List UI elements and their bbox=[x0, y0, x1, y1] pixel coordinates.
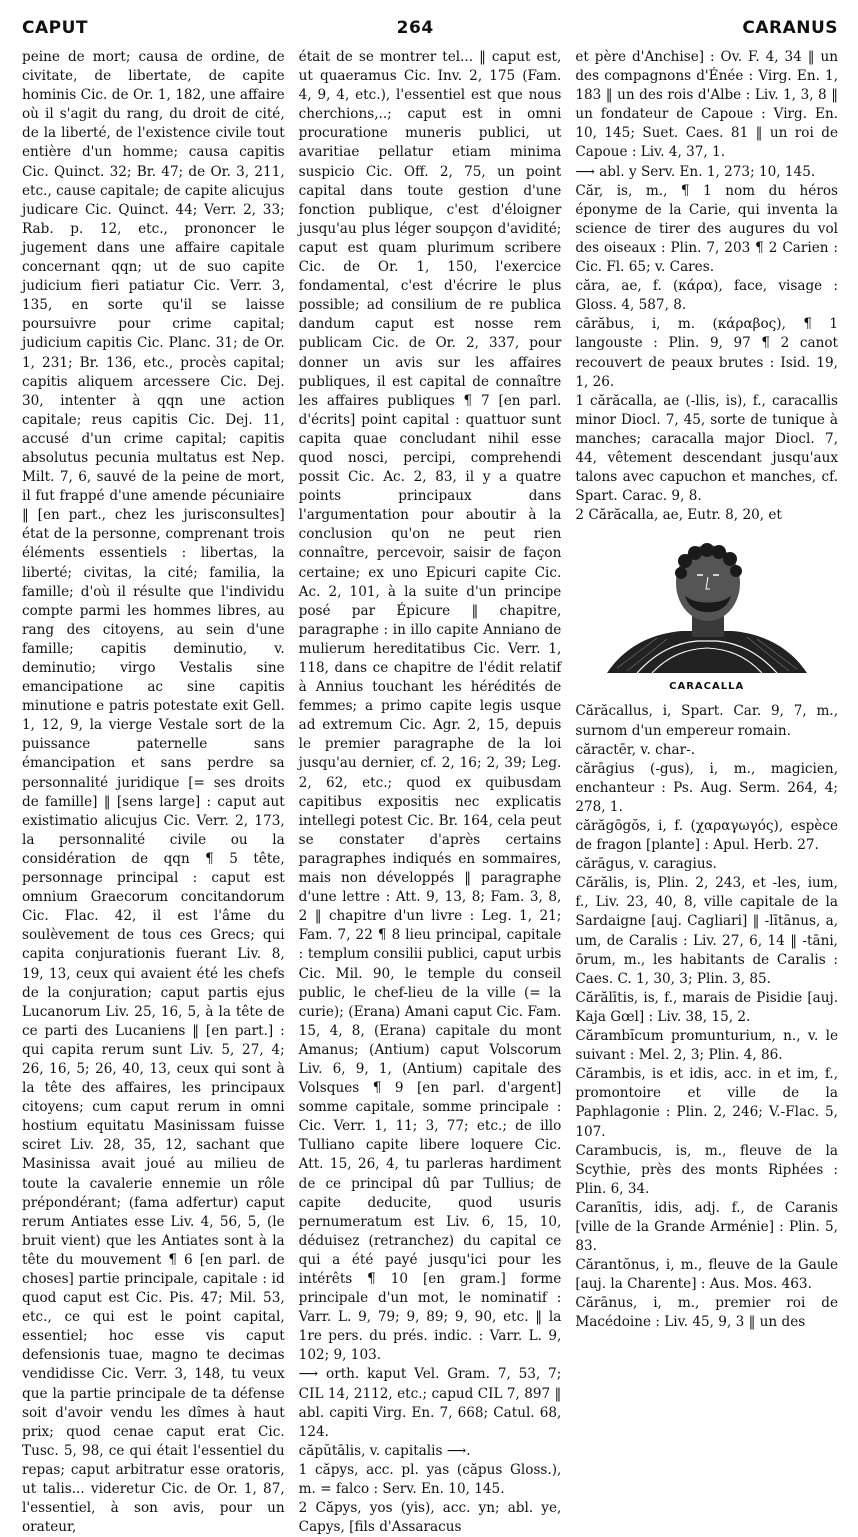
page-number: 264 bbox=[396, 18, 434, 38]
entry-carambis: Cărambis, is et idis, acc. in et im, f., promontoire et ville de la Paphlagonie : Plin. 2, 246; V.-Flac. 5, 107. bbox=[575, 1066, 839, 1140]
entry-carambicum: Cărambĭcum promunturium, n., v. le suivant : Mel. 2, 3; Plin. 4, 86. bbox=[575, 1028, 839, 1064]
entry-car: Căr, is, m., ¶ 1 nom du héros éponyme de la Carie, qui inventa la science de tirer des augures du vol des oiseaux : Plin. 7, 203 ¶ 2 Carien : Cic. Fl. 65; v. Cares. bbox=[575, 182, 839, 276]
column-2 bbox=[298, 48, 562, 1536]
column-3 bbox=[575, 48, 838, 1352]
entry-caragus: cărāgus, v. caragius. bbox=[575, 856, 717, 873]
entry-capys-1: 1 căpys, acc. pl. yas (căpus Gloss.), m. = falco : Serv. En. 10, 145. bbox=[298, 1461, 562, 1498]
figure-caption: CARACALLA bbox=[669, 681, 745, 693]
entry-capys-continued: et père d'Anchise] : Ov. F. 4, 34 ‖ un des compagnons d'Énée : Virg. En. 1, 183 ‖ un des rois d'Albe : Liv. 1, 3, 8 ‖ un fondateur de Capoue : Virg. En. 10, 145; Suet. Caes. 81 ‖ un roi de Capoue : Liv. 4, 37, 1. bbox=[575, 49, 839, 161]
entry-caralis: Cărălis, is, Plin. 2, 243, et -les, ium, f., Liv. 23, 40, 8, ville capitale de la Sardaigne [auj. Cagliari] ‖ -lītānus, a, um, de Caralis : Liv. 27, 6, 14 ‖ -tāni, ōrum, m., les habitants de Caralis : Caes. C. 1, 30, 3; Plin. 3, 85. bbox=[575, 875, 839, 987]
entry-caput-continued: peine de mort; causa de ordine, de civitate, de libertate, de capite hominis Cic. de Or. 1, 182, une affaire où il s'agit du rang, du droit de cité, de la liberté, de l'existence civile tout entière d'un homme; causa capitis Cic. Quinct. 32; Br. 47; de Or. 3, 211, etc., cause capitale; de capite alicujus judicare Cic. Quinct. 44; Verr. 2, 33; Rab. p. 12, etc., prononcer le jugement dans une affaire capitale concernant qqn; ut de suo capite judicium fieri patiatur Cic. Verr. 3, 135, en sorte qu'il se laisse poursuivre pour crime capital; judicium capitis Cic. Planc. 31; de Or. 1, 231; Br. 136, etc., procès capital; capitis aliquem arcessere Cic. Dej. 30, intenter à qqn une action capitale; reus capitis Cic. Dej. 11, accusé d'un crime capital; capitis absolutus pecunia multatus est Nep. Milt. 7, 6, sauvé de la peine de mort, il fut frappé d'une amende pécuniaire ‖ [en part., chez les jurisconsultes] état de la personne, comprenant trois éléments essentiels : libertas, la liberté; civitas, la cité; familia, la famille; d'où il résulte que l'individu compte parmi les hommes libres, au rang des citoyens, au sein d'une famille; capitis deminutio, v. deminutio; virgo Vestalis sine emancipatione ac sine capitis minutione e patris potestate exit Gell. 1, 12, 9, la vierge Vestale sort de la puissance paternelle sans émancipation et sans perdre sa personnalité juridique [= ses droits de famille] ‖ [sens large] : caput aut existimatio alicujus Cic. Verr. 2, 173, la personnalité civile ou la considération de qqn ¶ 5 tête, personnage principal : caput est omnium Graecorum concitandorum Cic. Flac. 42, il est l'âme du soulèvement de tous ces Grecs; qui capita conjurationis fuerant Liv. 8, 19, 13, ceux qui avaient été les chefs de la conjuration; caput partis ejus Lucanorum Liv. 25, 16, 5, à la tête de ce parti des Lucaniens ‖ [en part.] : qui capita rerum sunt Liv. 5, 27, 4; 26, 16, 5; 26, 40, 13, ceux qui sont à la tête des affaires, les principaux citoyens; cum caput rerum in omni hostium equitatu Masinissam fuisse sciret Liv. 28, 35, 12, sachant que Masinissa avait joué au milieu de toute la cavalerie ennemie un rôle prépondérant; (fama adfertur) caput rerum Antiates esse Liv. 4, 56, 5, (le bruit vient) que les Antiates sont à la tête du mouvement ¶ 6 [en parl. de choses] partie principale, capitale : id quod caput est Cic. Pis. 47; Mil. 53, etc., ce qui est le point capital, essentiel; hoc esse vis caput defensionis tuae, magno te decimas vendidisse Cic. Verr. 3, 148, tu veux que la partie principale de ta défense soit d'avoir vendu les dîmes à haut prix; quod cenae caput erat Cic. Tusc. 5, 98, ce qui était l'essentiel du repas; caput arbitratur esse oratoris, ut talis... videretur Cic. de Or. 1, 87, l'essentiel, à son avis, pour un orateur, bbox=[22, 49, 285, 1536]
entry-caragogos: cărăgōgŏs, i, f. (χαραγωγός), espèce de fragon [plante] : Apul. Herb. 27. bbox=[575, 818, 839, 854]
entry-caralitis: Cărălītis, is, f., marais de Pisidie [auj. Kaja Gœl] : Liv. 38, 15, 2. bbox=[575, 989, 839, 1025]
entry-carabus: cārăbus, i, m. (κάραβος), ¶ 1 langouste : Plin. 9, 97 ¶ 2 canot recouvert de peaux brutes : Isid. 19, 1, 26. bbox=[575, 316, 839, 390]
entry-caput-continued-2: était de se montrer tel... ‖ caput est, ut quaeramus Cic. Inv. 2, 175 (Fam. 4, 9, 4, etc.), l'essentiel est que nous cherchions,..; caput est in omni procuratione muneris publici, ut avaritiae pellatur etiam minima suspicio Cic. Off. 2, 75, un point capital dans toute gestion d'une fonction publique, c'est d'éloigner jusqu'au plus léger soupçon d'avidité; caput est quam plurimum scribere Cic. de Or. 1, 150, l'exercice fondamental, c'est d'écrire le plus possible; ad consilium de re publica dandum caput est nosse rem publicam Cic. de Or. 2, 337, pour donner un avis sur les affaires publiques, il est capital de connaître les affaires publiques ¶ 7 [en parl. d'écrits] point capital : quattuor sunt capita quae concludant nihil esse quod nosci, percipi, comprehendi possit Cic. Ac. 2, 83, il y a quatre points principaux dans l'argumentation pour aboutir à la conclusion qu'on ne peut rien connaître, percevoir, saisir de façon certaine; ex uno Epicuri capite Cic. Ac. 2, 101, à la suite d'un principe posé par Épicure ‖ chapitre, paragraphe : in illo capite Anniano de mulierum hereditatibus Cic. Verr. 1, 118, dans ce chapitre de l'édit relatif à Annius touchant les hérédités de femmes; a primo capite legis usque ad extremum Cic. Agr. 2, 15, depuis le premier paragraphe de la loi jusqu'au dernier, cf. 2, 16; 2, 39; Leg. 2, 62, etc.; quod ex quibusdam capitibus expositis nec explicatis intellegi potest Cic. Br. 164, cela peut se constater d'après certains paragraphes indiqués en sommaires, mais non développés ‖ paragraphe d'une lettre : Att. 9, 13, 8; Fam. 3, 8, 2 ‖ chapitre d'un livre : Leg. 1, 21; Fam. 7, 22 ¶ 8 lieu principal, capitale : templum consilii publici, caput urbis Cic. Mil. 90, le temple du conseil public, le chef-lieu de la ville (= la curie); (Erana) Amani caput Cic. Fam. 15, 4, 8, (Erana) capitale du mont Amanus; (Antium) caput Volscorum Liv. 6, 9, 1, (Antium) capitale des Volsques ¶ 9 [en parl. d'argent] somme capitale, somme principale : Cic. Verr. 1, 11; 3, 77; etc.; de illo Tulliano capite libere loquere Cic. Att. 15, 26, 4, tu parleras hardiment de ce principal dû par Tullius; de capite deducite, quod usuris pernumeratum est Liv. 6, 15, 10, déduisez (retranchez) du capital ce qui a été payé jusqu'ici pour les intérêts ¶ 10 [en gram.] forme principale d'un mot, le nominatif : Varr. L. 9, 79; 9, 89; 9, 90, etc. ‖ la 1re pers. du prés. indic. : Varr. L. 9, 102; 9, 103. bbox=[298, 49, 562, 1364]
entry-capitalis: căpŭtālis, v. capitalis ⟶. bbox=[298, 1442, 471, 1459]
caracalla-bust-illustration bbox=[597, 533, 817, 673]
entry-caracter: căractēr, v. char-. bbox=[575, 741, 696, 758]
entry-caracallus: Cărăcallus, i, Spart. Car. 9, 7, m., surnom d'un empereur romain. bbox=[575, 703, 839, 739]
entry-capys-abl: ⟶ abl. y Serv. En. 1, 273; 10, 145. bbox=[575, 163, 816, 180]
entry-caracalla-1: 1 cărăcalla, ae (-llis, is), f., caracallis minor Diocl. 7, 45, sorte de tunique à manches; caracalla major Diocl. 7, 44, vêtement descendant jusqu'aux talons avec capuchon et manches, cf. Spart. Carac. 9, 8. bbox=[575, 392, 839, 505]
running-head-left: CAPUT bbox=[22, 18, 88, 38]
caracalla-figure bbox=[575, 533, 838, 696]
entry-caput-orth: ⟶ orth. kaput Vel. Gram. 7, 53, 7; CIL 14, 2112, etc.; capud CIL 7, 897 ‖ abl. capiti Virg. En. 7, 668; Catul. 68, 124. bbox=[298, 1366, 562, 1440]
entry-caragius: cărāgius (-gus), i, m., magicien, enchanteur : Ps. Aug. Serm. 264, 4; 278, 1. bbox=[575, 760, 839, 815]
entry-carambucis: Carambucis, is, m., fleuve de la Scythie, près des monts Riphées : Plin. 6, 34. bbox=[575, 1142, 839, 1197]
entry-cara: căra, ae, f. (κάρα), face, visage : Gloss. 4, 587, 8. bbox=[575, 278, 839, 314]
entry-caranitis: Caranītis, idis, adj. f., de Caranis [ville de la Grande Arménie] : Plin. 5, 83. bbox=[575, 1199, 839, 1255]
entry-caracalla-2: 2 Cărăcalla, ae, Eutr. 8, 20, et bbox=[575, 507, 782, 524]
page-header bbox=[22, 14, 838, 42]
column-1 bbox=[22, 48, 285, 1536]
dictionary-columns bbox=[22, 48, 839, 1536]
entry-caranus: Cărānus, i, m., premier roi de Macédoine : Liv. 45, 9, 3 ‖ un des bbox=[575, 1295, 839, 1331]
running-head-right: CARANUS bbox=[742, 18, 838, 38]
entry-carantonus: Cărantŏnus, i, m., fleuve de la Gaule [auj. la Charente] : Aus. Mos. 463. bbox=[575, 1257, 839, 1293]
entry-capys-2: 2 Căpys, yos (yis), acc. yn; abl. ye, Capys, [fils d'Assaracus bbox=[298, 1500, 562, 1536]
